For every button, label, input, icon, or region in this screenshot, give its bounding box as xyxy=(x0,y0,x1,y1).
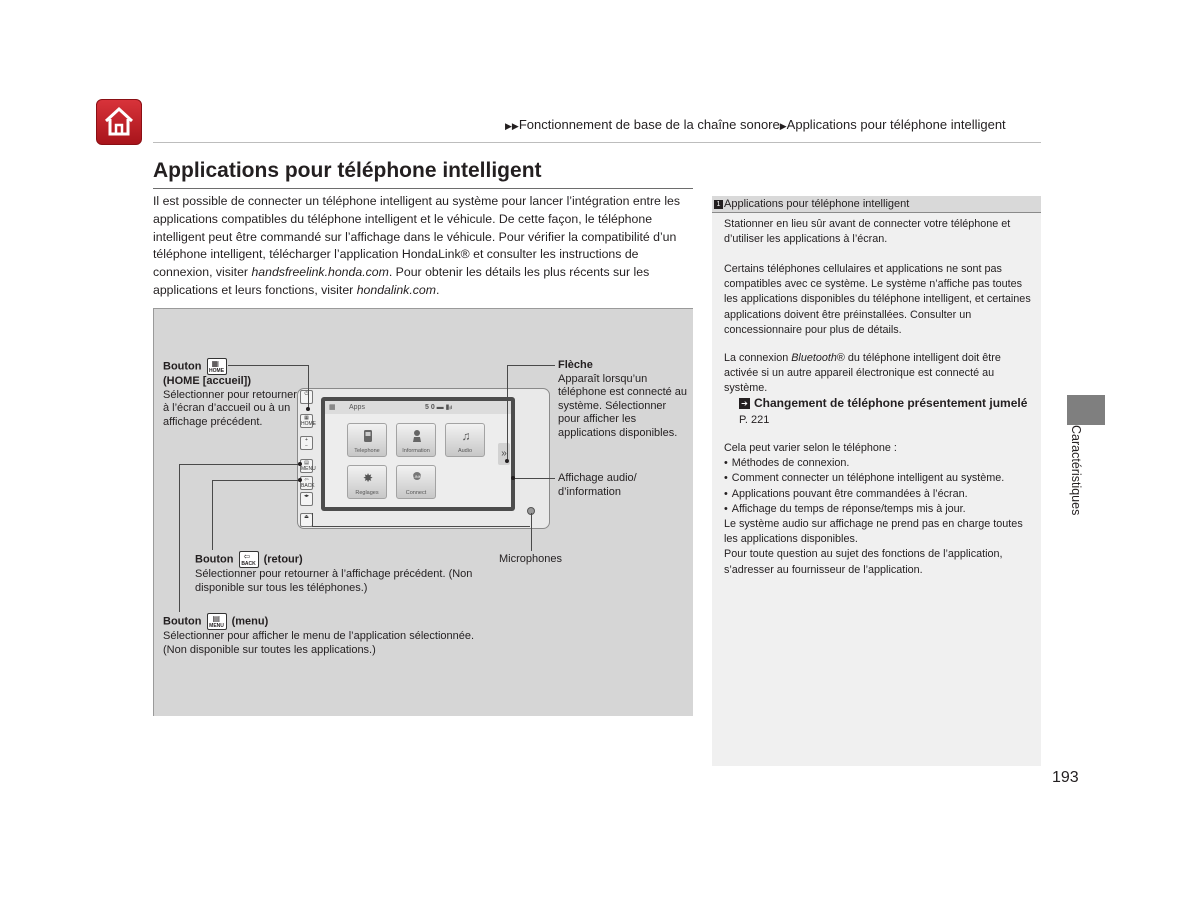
leader-line-back xyxy=(212,480,213,550)
apps-grid-icon: ▦ xyxy=(329,404,336,411)
callout-menu-bouton: Bouton xyxy=(163,615,202,628)
sidebar-heading-text: Applications pour téléphone intelligent xyxy=(724,198,910,210)
intro-link-hondalink: hondalink.com xyxy=(356,282,436,297)
sidebar-heading xyxy=(712,196,1041,212)
app-tile-reglages xyxy=(347,465,387,499)
leader-line-menu xyxy=(179,464,180,612)
callout-menu-desc: Sélectionner pour afficher le menu de l’application sélectionnée. (Non disponible sur toutes les applications.) xyxy=(163,630,475,656)
sidebar-bullet: • Méthodes de connexion. xyxy=(724,456,1032,471)
leader-dot-audio xyxy=(511,476,515,480)
sidebar-paragraph-1: Stationner en lieu sûr avant de connecter votre téléphone et d’utiliser les applications à l’écran. xyxy=(724,218,1011,246)
link-icon xyxy=(410,471,424,485)
home-icon[interactable] xyxy=(96,99,142,145)
gear-icon: ✸ xyxy=(362,471,374,485)
sidebar-bullet: • Comment connecter un téléphone intelligent au système. xyxy=(724,471,1032,486)
intro-paragraph xyxy=(153,193,698,300)
sidebar-p3-bluetooth: Bluetooth xyxy=(791,352,837,364)
intro-link-handsfreelink: handsfreelink.honda.com xyxy=(251,265,389,280)
cross-reference-page[interactable]: P. 221 xyxy=(739,413,770,426)
callout-home-bouton: Bouton xyxy=(163,360,202,373)
menu-button-drawing: ▤ MENU xyxy=(301,460,316,472)
callout-back-bouton: Bouton xyxy=(195,553,234,566)
title-divider xyxy=(153,188,693,189)
leader-dot-menu xyxy=(298,462,302,466)
leader-line-audio xyxy=(513,478,555,479)
leader-line-bottom xyxy=(312,513,313,526)
display-screen xyxy=(321,397,515,511)
note-marker-icon: 1 xyxy=(714,200,723,209)
screen-header xyxy=(325,401,511,414)
eject-button-drawing: ⏏ xyxy=(300,513,313,527)
leader-line-bottom xyxy=(312,526,530,527)
sidebar-paragraph-2: Certains téléphones cellulaires et applications ne sont pas compatibles avec ce système. Le système n’affiche pas toutes les applications disponibles du téléphone intelligent, et certaines applications doivent être préinstallées. Consulter un concessionnaire pour plus de détails. xyxy=(724,263,1031,336)
app-tile-label: Reglages xyxy=(355,490,379,496)
home-key-icon: ▦ HOME xyxy=(207,358,227,375)
skip-button-drawing: ◂▸ xyxy=(300,492,313,506)
leader-line-back xyxy=(212,480,300,481)
intro-text-3: . xyxy=(435,282,440,297)
cross-reference-title[interactable]: Changement de téléphone présentement jumelé xyxy=(754,396,1028,410)
breadcrumb xyxy=(505,117,1006,132)
sidebar-paragraph-3 xyxy=(724,351,1032,397)
callout-audio-display xyxy=(558,472,668,499)
callout-back-button xyxy=(195,551,495,595)
section-tab[interactable] xyxy=(1067,395,1105,425)
app-tile-connect xyxy=(396,465,436,499)
screen-status: 5 0 ▬ ▮ᵢₗ xyxy=(425,404,452,411)
callout-arrow-label: Flèche xyxy=(558,359,593,371)
breadcrumb-item-1[interactable]: Fonctionnement de base de la chaîne sonore xyxy=(518,117,780,132)
app-tile-label: Audio xyxy=(457,448,473,454)
sidebar-paragraph-6: Pour toute question au sujet des fonctions de l’application, s’adresser au fournisseur de l’application. xyxy=(724,548,1003,576)
callout-home-button xyxy=(163,358,303,429)
cross-reference-arrow-icon: ➔ xyxy=(739,398,750,409)
callout-menu-label: (menu) xyxy=(231,615,269,628)
leader-dot-arrow xyxy=(505,459,509,463)
leader-line-arrow xyxy=(507,365,555,366)
intro-text-1: Il est possible de connecter un téléphone intelligent au système pour lancer l’intégration entre les applications compatibles du téléphone intelligent et le véhicule. De cette façon, le téléphone intelligent peut être commandé sur l’affichage dans le véhicule. Pour vérifier la compatibilité d’un téléphone intelligent, télécharger l’application HondaLink® et consulter les instructions de connexion, visiter xyxy=(153,194,681,280)
callout-back-label: (retour) xyxy=(263,553,303,566)
callout-home-desc: Sélectionner pour retourner à l’écran d’accueil ou à un affichage précédent. xyxy=(163,388,297,428)
leader-dot-back xyxy=(298,478,302,482)
house-icon xyxy=(102,106,136,138)
figure-top-border xyxy=(153,308,693,309)
callout-microphones-label: Microphones xyxy=(499,553,562,565)
breadcrumb-item-2[interactable]: Applications pour téléphone intelligent xyxy=(786,117,1006,132)
sidebar-p3-text-a: La connexion xyxy=(724,352,792,364)
app-tile-audio xyxy=(445,423,485,457)
screen-header-title: Apps xyxy=(349,404,365,411)
page-number: 193 xyxy=(1052,769,1079,786)
leader-line-home xyxy=(308,365,309,409)
sidebar-p3-text-b: ® du téléphone intelligent doit être activée si un autre appareil électronique est connecté au système. xyxy=(724,352,1001,395)
sidebar-bullet: • Affichage du temps de réponse/temps mis à jour. xyxy=(724,502,1032,517)
callout-microphones xyxy=(499,553,599,567)
phone-icon xyxy=(361,429,375,443)
sidebar-bullet: • Applications pouvant être commandées à l’écran. xyxy=(724,487,1032,502)
leader-line-microphones xyxy=(531,513,532,551)
person-info-icon xyxy=(410,429,424,443)
callout-arrow xyxy=(558,359,691,440)
header-divider xyxy=(153,142,1041,143)
app-tile-information xyxy=(396,423,436,457)
sidebar-heading-divider xyxy=(712,212,1041,213)
sidebar-paragraph-5: Le système audio sur affichage ne prend pas en charge toutes les applications disponibles. xyxy=(724,518,1023,546)
leader-line-arrow xyxy=(507,365,508,461)
callout-arrow-desc: Apparaît lorsqu’un téléphone est connecté au système. Sélectionner pour afficher les applications disponibles. xyxy=(558,372,688,439)
leader-line-menu xyxy=(179,464,300,465)
figure-left-border xyxy=(153,308,154,716)
app-tile-label: Information xyxy=(402,448,430,454)
music-note-icon: ♫ xyxy=(461,429,471,443)
sidebar-paragraph-4 xyxy=(724,441,1032,578)
callout-menu-button xyxy=(163,613,488,657)
sidebar-p4-intro: Cela peut varier selon le téléphone : xyxy=(724,442,897,454)
section-tab-label[interactable]: Caractéristiques xyxy=(1069,425,1083,516)
back-key-icon: ⇦ BACK xyxy=(239,551,259,568)
breadcrumb-arrow-icon: ▶ xyxy=(779,121,787,131)
callout-audio-label: Affichage audio/ d’information xyxy=(558,472,637,498)
arrow-chevron-icon: » xyxy=(498,443,510,465)
display-screen-content xyxy=(325,401,511,507)
app-tile-telephone xyxy=(347,423,387,457)
breadcrumb-arrow-icon: ▶▶ xyxy=(505,121,519,131)
svg-text:LINK: LINK xyxy=(412,474,422,479)
leader-dot-home xyxy=(306,407,310,411)
volume-button-drawing: + − xyxy=(300,436,313,450)
callout-back-desc: Sélectionner pour retourner à l’affichage précédent. (Non disponible sur tous les téléphones.) xyxy=(195,568,473,594)
app-tile-label: Connect xyxy=(405,490,427,496)
menu-key-icon: ▤ MENU xyxy=(207,613,227,630)
back-button-drawing: ⇦ BACK xyxy=(301,477,315,489)
home-button-drawing: ▦ HOME xyxy=(301,415,316,427)
page-title: Applications pour téléphone intelligent xyxy=(153,159,542,182)
intro-text-2: . Pour obtenir les détails les plus récents sur les applications et leurs fonctions, visiter xyxy=(153,265,650,297)
cross-reference-link[interactable] xyxy=(739,396,1029,428)
callout-home-label: (HOME [accueil]) xyxy=(163,375,252,387)
app-tile-label: Telephone xyxy=(354,448,380,454)
power-button-drawing: ⏻ xyxy=(300,390,313,404)
